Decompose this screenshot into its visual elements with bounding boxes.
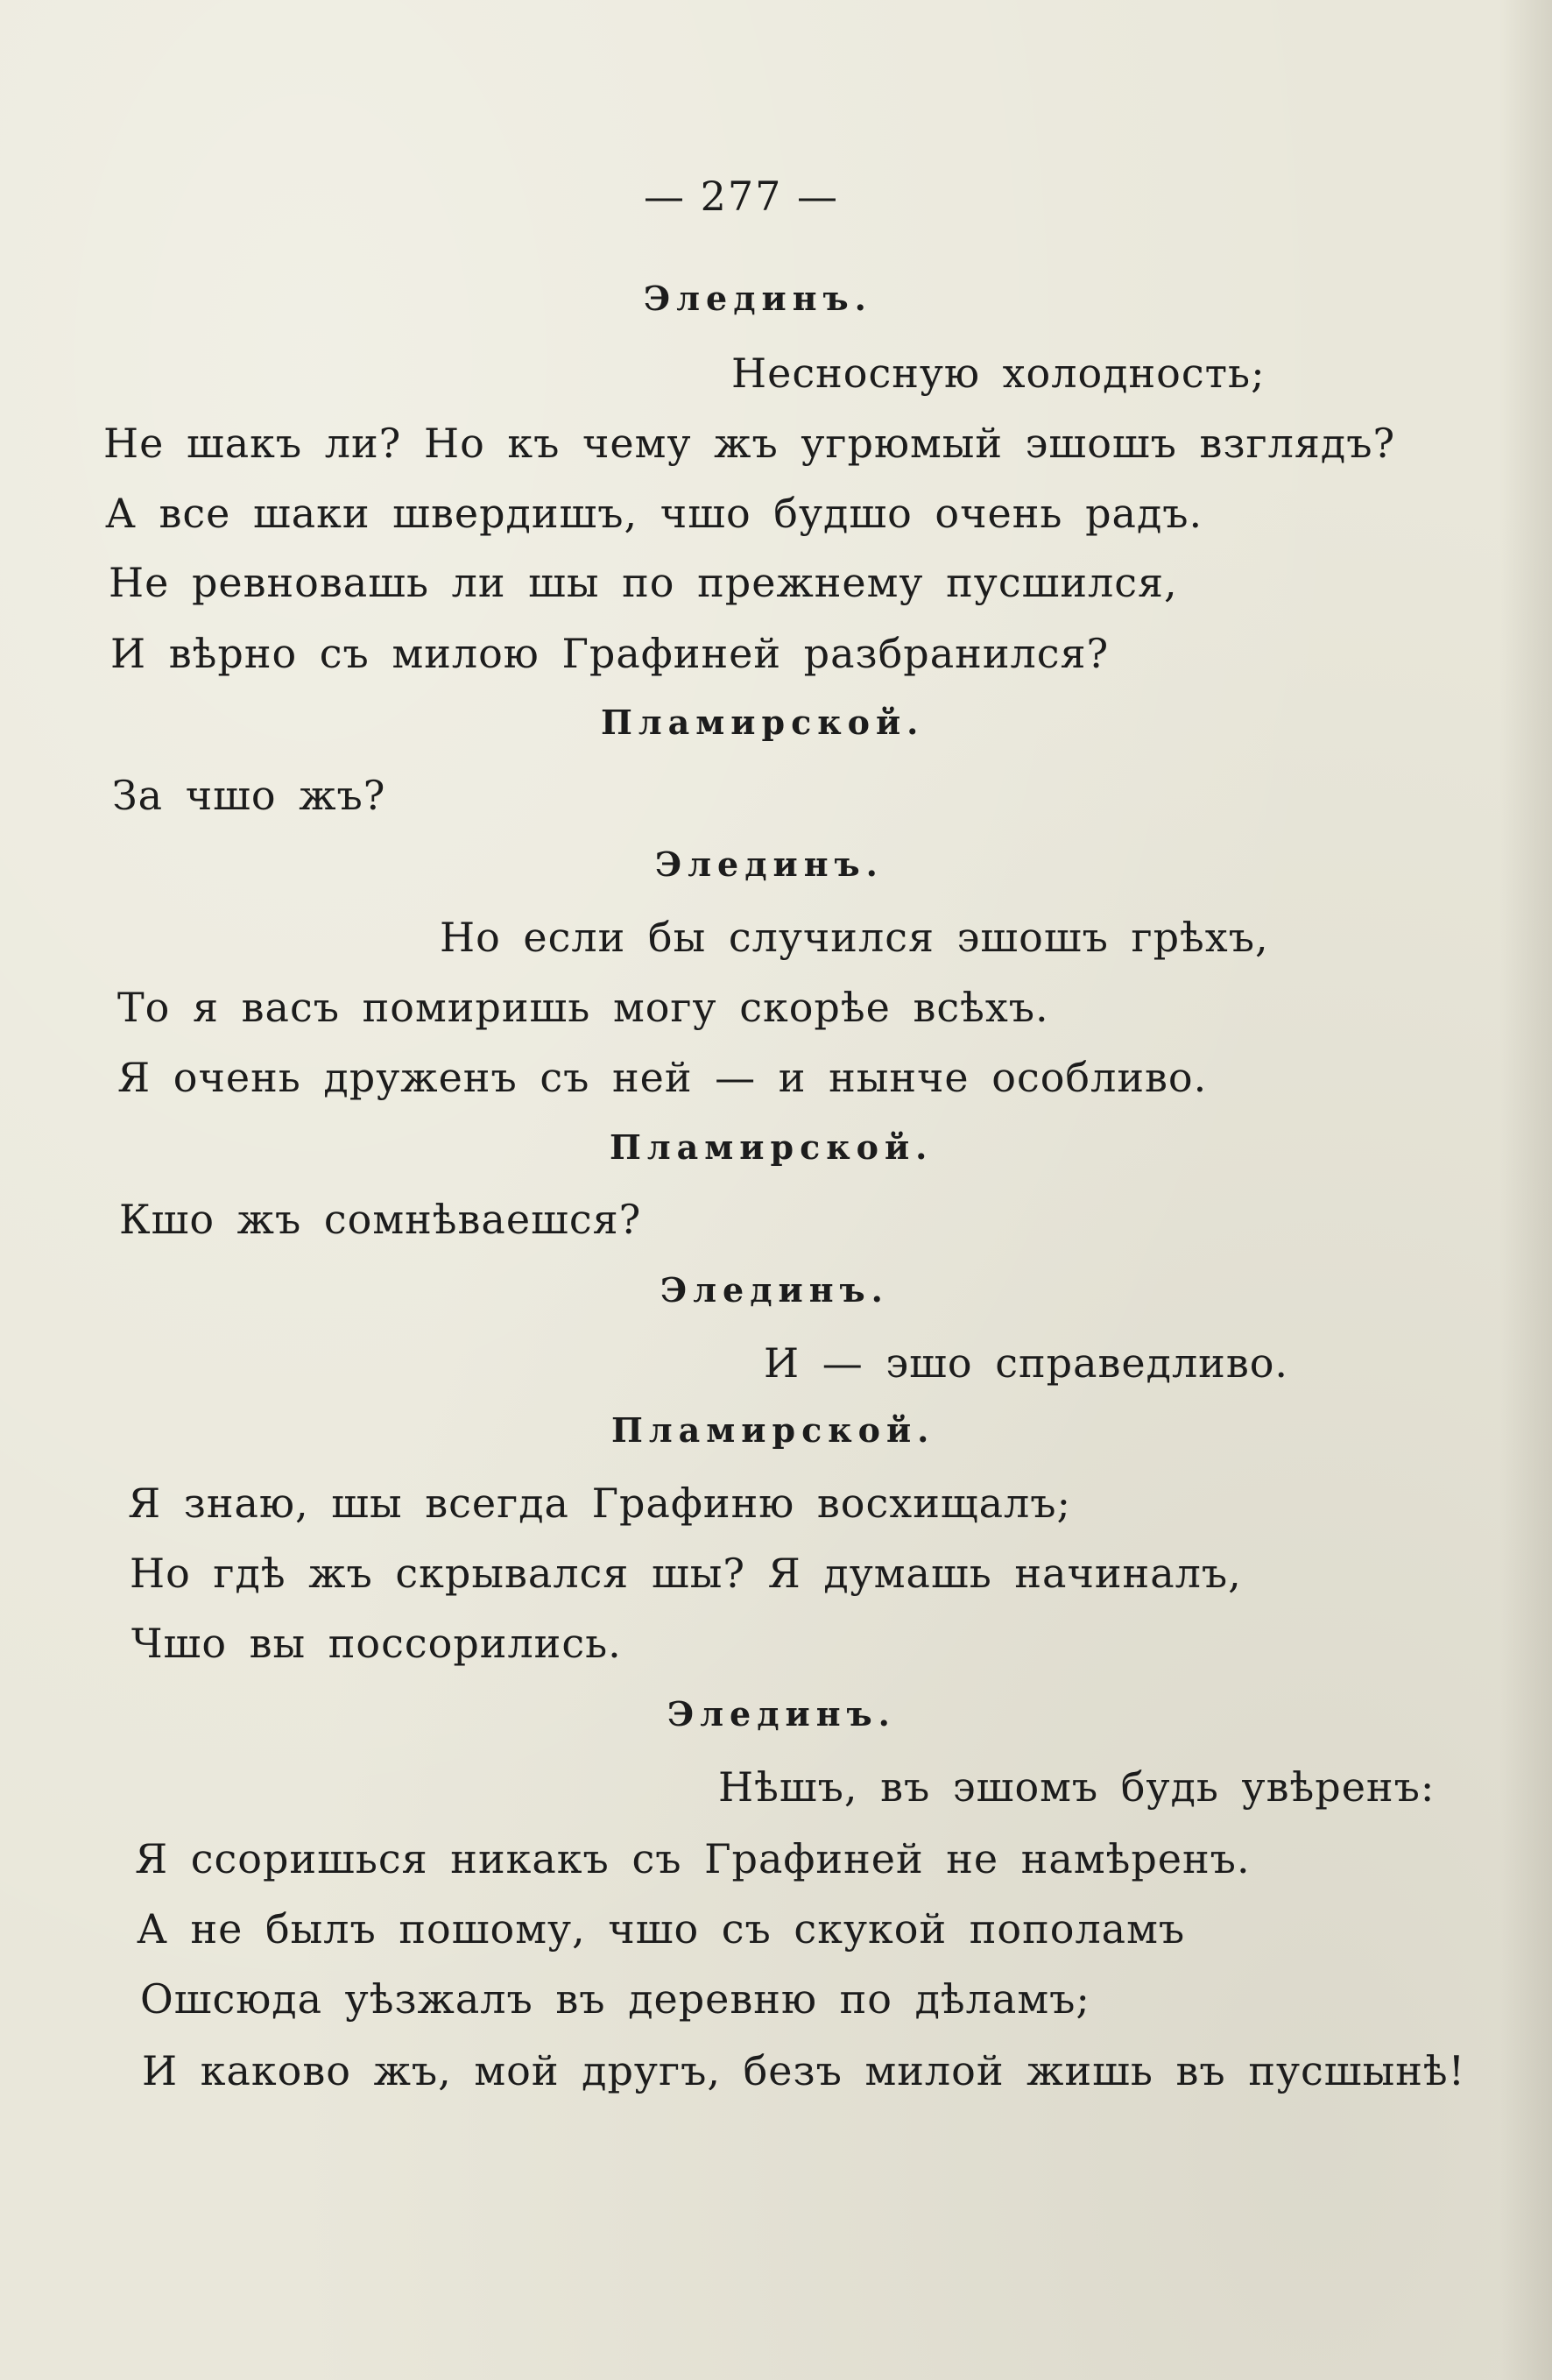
verse-line: А не былъ пошому, чшо съ скукой пополамъ: [137, 1905, 1186, 1953]
speaker-name: Пламирской.: [601, 703, 925, 742]
verse-line: Чшо вы поссорились.: [131, 1620, 622, 1667]
verse-line: А все шаки швердишъ, чшо будшо очень радъ.: [105, 490, 1203, 537]
speaker-name: Элединъ.: [660, 1270, 889, 1310]
verse-line: Но гдѣ жъ скрывался шы? Я думашь начиналъ,: [130, 1550, 1242, 1597]
verse-line: И каково жъ, мой другъ, безъ милой жишь въ пусшынѣ!: [142, 2047, 1466, 2094]
verse-line: Кшо жъ сомнѣваешся?: [119, 1196, 642, 1243]
verse-line: За чшо жъ?: [112, 772, 386, 819]
verse-line: Я знаю, шы всегда Графиню восхищалъ;: [128, 1480, 1072, 1527]
verse-line: Не шакъ ли? Но къ чему жъ угрюмый эшошъ взглядъ?: [103, 420, 1396, 467]
verse-line: Не ревновашь ли шы по прежнему пусшился,: [109, 559, 1178, 606]
verse-line: Я ссоришься никакъ съ Графиней не намѣренъ.: [135, 1835, 1251, 1882]
verse-line: Я очень друженъ съ ней — и нынче особливо.: [117, 1054, 1208, 1101]
speaker-name: Пламирской.: [610, 1127, 934, 1167]
speaker-name: Элединъ.: [644, 279, 872, 318]
verse-line: Нѣшъ, въ эшомъ будь увѣренъ:: [718, 1763, 1436, 1811]
verse-line: Но если бы случился эшошъ грѣхъ,: [440, 914, 1269, 961]
verse-line: И вѣрно съ милою Графиней разбранился?: [110, 630, 1110, 677]
verse-line: Ошсюда уѣзжалъ въ деревню по дѣламъ;: [140, 1975, 1090, 2023]
page-number: — 277 —: [644, 173, 840, 220]
speaker-name: Пламирской.: [611, 1410, 935, 1450]
verse-line: То я васъ помиришь могу скорѣе всѣхъ.: [117, 984, 1049, 1031]
verse-line: И — эшо справедливо.: [764, 1339, 1289, 1387]
speaker-name: Элединъ.: [655, 844, 884, 884]
speaker-name: Элединъ.: [667, 1694, 896, 1734]
page-edge-shadow: [1499, 0, 1552, 2380]
verse-line: Несносную холодность;: [731, 350, 1266, 397]
